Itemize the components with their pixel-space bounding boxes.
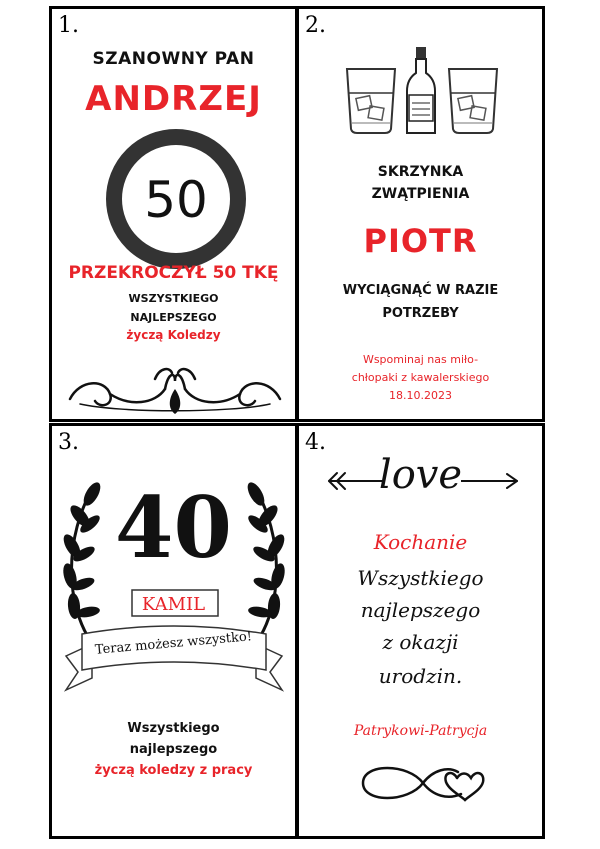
message-line-5: urodzin. <box>378 664 463 688</box>
headline: PRZEKROCZYŁ 50 TKĘ <box>68 263 279 283</box>
message-line-1: Kochanie <box>373 530 468 554</box>
card-number: 4. <box>305 430 326 455</box>
card-number: 2. <box>305 13 326 38</box>
whisky-bottle-icon <box>403 45 439 137</box>
speed-limit-sign-icon <box>106 129 246 269</box>
message-line-3: najlepszego <box>360 598 481 622</box>
message-line-1: WYCIĄGNĄĆ W RAZIE <box>342 283 499 298</box>
whisky-glass-icon <box>445 65 501 135</box>
big-number: 40 <box>115 478 232 577</box>
message-line-4: z okazji <box>382 630 459 654</box>
date: 18.10.2023 <box>389 389 452 402</box>
title-line-1: SKRZYNKA <box>377 164 464 180</box>
recipient-name: PIOTR <box>363 222 478 260</box>
footer-line-1: Wspominaj nas miło- <box>362 353 479 366</box>
card-4 <box>296 423 545 839</box>
wish-line-1: WSZYSTKIEGO <box>128 292 219 305</box>
wish-line-2: NAJLEPSZEGO <box>130 311 217 324</box>
message-line-2: POTRZEBY <box>382 306 459 321</box>
recipient-name: KAMIL <box>141 594 206 615</box>
footer-line-2: chłopaki z kawalerskiego <box>351 371 490 384</box>
title-line-2: ZWĄTPIENIA <box>371 186 470 202</box>
wish-line-2: najlepszego <box>129 742 218 757</box>
card-3 <box>49 423 298 839</box>
love-title: love <box>378 452 463 498</box>
sign-value: 50 <box>144 171 208 229</box>
card-number: 1. <box>58 13 79 38</box>
wish-line-1: Wszystkiego <box>127 721 220 736</box>
card-2 <box>296 6 545 422</box>
ribbon-text: Teraz możesz wszystko! <box>94 629 253 658</box>
message-line-2: Wszystkiego <box>357 566 484 590</box>
card-1 <box>49 6 298 422</box>
recipient-name: ANDRZEJ <box>85 79 262 119</box>
infinity-heart-icon <box>353 758 493 808</box>
signature: Patrykowi-Patrycja <box>353 723 488 739</box>
signature: życzą koledzy z pracy <box>94 763 253 778</box>
whisky-glass-icon <box>343 65 399 135</box>
greeting-line: SZANOWNY PAN <box>92 49 255 69</box>
signature: życzą Koledzy <box>126 328 221 342</box>
ornament-flourish-icon <box>60 359 290 419</box>
card-number: 3. <box>58 430 79 455</box>
